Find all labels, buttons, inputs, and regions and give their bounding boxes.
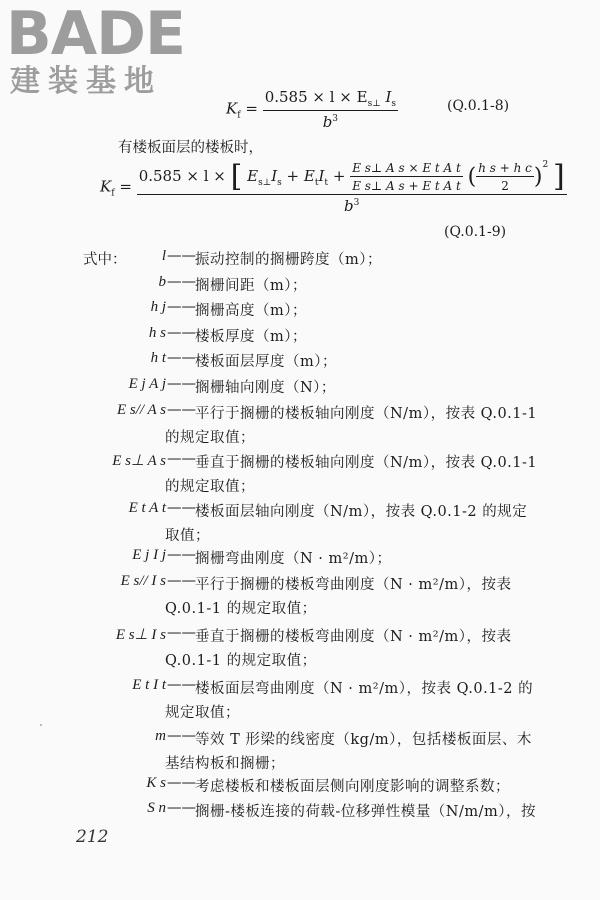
definition-symbol: h j [150,299,166,315]
definition-text-continued: 规定取值； [165,705,240,721]
definition-text-continued: Q.0.1-1 的规定取值； [165,601,317,617]
logo-main-text: BADE [6,0,185,69]
definition-text-continued: 基结构板和搁栅； [165,756,285,772]
eq2-lhs: K [100,177,112,196]
definition-symbol: E s⊥ I s [115,627,166,643]
definition-text: 垂直于搁栅的楼板轴向刚度（N/m），按表 Q.0.1-1 [195,455,538,471]
definition-symbol: E t I t [132,677,166,693]
eq2-inner-num: E s⊥ A s × E t A t [352,161,461,175]
definition-dash: —— [167,547,196,563]
logo [6,0,196,104]
definition-text: 垂直于搁栅的楼板弯曲刚度（N · m²/m），按表 [195,629,512,645]
eq1-numerator-sub: s⊥ [367,99,381,109]
definition-text: 平行于搁栅的楼板轴向刚度（N/m），按表 Q.0.1-1 [195,406,538,422]
eq2-power: 2 [542,160,549,170]
definition-symbol: S n [147,800,166,816]
equation-number-q-0-1-8: (Q.0.1-8) [447,98,510,114]
definition-text: 考虑楼板和楼板面层侧向刚度影响的调整系数； [195,779,510,795]
eq2-close-paren: ) [533,164,543,190]
definition-symbol: E t A t [128,500,166,516]
eq2-equals: = [119,177,137,196]
eq1-numerator-tail: I [385,88,392,106]
definition-text: 搁栅间距（m）； [195,278,307,294]
definition-dash: —— [167,248,196,264]
eq2-paren-fraction [476,161,534,193]
definition-symbol: h t [150,350,166,366]
definition-dash: —— [167,350,196,366]
logo-sub-text: 建装基地 [10,64,162,99]
definition-symbol: E s⊥ A s [112,453,166,469]
eq1-numerator-text: 0.585 × l × E [264,88,368,106]
eq2-inner-den: E s⊥ A s + E t A t [350,176,463,193]
where-label: 式中： [83,252,127,268]
definition-text-continued: 取值； [165,528,210,544]
definition-dash: —— [167,625,196,641]
definition-dash: —— [167,376,196,392]
definition-text-continued: 的规定取值； [165,479,255,495]
eq2-term1: E [247,167,259,185]
eq2-lhs-sub: f [111,188,115,199]
eq2-denominator [137,194,567,215]
eq2-open-paren: ( [467,164,477,190]
definition-symbol: h s [148,325,166,341]
eq2-paren-num: h s + h c [478,161,532,175]
definition-dash: —— [167,299,196,315]
definition-symbol: b [158,274,166,290]
eq2-plus2: + [332,167,346,185]
definition-text: 搁栅高度（m）； [195,303,307,319]
eq2-paren-den: 2 [476,176,534,193]
eq2-fraction [137,160,567,215]
eq2-term2-b: I [318,167,325,185]
eq2-inner-fraction [350,161,463,193]
definition-text-continued: 的规定取值； [165,430,255,446]
eq2-term2-b-sub: t [324,178,329,188]
definition-text-continued: Q.0.1-1 的规定取值； [165,653,317,669]
definition-dash: —— [167,325,196,341]
eq1-lhs: K [226,99,238,118]
eq2-close-bracket: ] [553,159,565,194]
eq1-equals: = [245,99,263,118]
eq1-den-text: b [322,113,333,131]
definition-symbol: m [155,728,166,744]
definition-symbol: E j A j [128,376,166,392]
definition-symbol: E s// A s [116,402,166,418]
eq2-lead: 0.585 × l × [138,167,226,185]
eq1-denominator [263,110,398,131]
definition-symbol: K s [146,775,166,791]
definition-dash: —— [167,775,196,791]
definition-dash: —— [167,274,196,290]
definition-text: 楼板面层轴向刚度（N/m），按表 Q.0.1-2 的规定 [195,504,528,520]
eq1-numerator [263,88,398,110]
eq1-fraction [263,88,398,131]
eq2-den-sup: 3 [353,198,360,208]
eq2-den-text: b [344,197,354,215]
definition-text: 等效 T 形梁的线密度（kg/m），包括楼板面层、木 [195,732,532,748]
eq2-term2: E [303,167,315,185]
definition-text: 振动控制的搁栅跨度（m）； [195,252,382,268]
definition-dash: —— [167,402,196,418]
definition-dash: —— [167,573,196,589]
intro-text: 有楼板面层的楼板时， [118,140,263,156]
definition-text: 楼板面层弯曲刚度（N · m²/m），按表 Q.0.1-2 的 [195,681,534,697]
definition-dash: —— [167,677,196,693]
eq2-term1-sub: s⊥ [258,178,272,188]
definition-dash: —— [167,728,196,744]
equation-q-0-1-8 [226,88,398,131]
definition-text: 搁栅轴向刚度（N）； [195,380,336,396]
eq2-term1-b-sub: s [277,178,282,188]
definition-dash: —— [167,451,196,467]
eq2-term2-sub: t [314,178,319,188]
definition-text: 搁栅-楼板连接的荷载-位移弹性模量（N/m/m），按 [195,804,537,820]
eq1-numerator-tail-sub: s [391,99,397,109]
eq2-numerator [137,160,567,194]
definition-symbol: l [161,248,166,264]
scan-mark [40,724,42,726]
eq2-open-bracket: [ [230,159,243,194]
equation-q-0-1-9 [100,160,567,215]
definition-text: 搁栅弯曲刚度（N · m²/m）； [195,551,392,567]
eq1-den-sup: 3 [332,114,339,124]
definition-dash: —— [167,500,196,516]
definition-text: 平行于搁栅的楼板弯曲刚度（N · m²/m），按表 [195,577,512,593]
page-number: 212 [76,827,109,847]
definition-symbol: E s// I s [120,573,166,589]
eq2-term1-b: I [271,167,278,185]
definition-text: 楼板面层厚度（m）； [195,354,337,370]
definition-dash: —— [167,800,196,816]
eq2-plus1: + [286,167,300,185]
eq1-lhs-sub: f [237,110,241,121]
definition-text: 楼板厚度（m）； [195,329,307,345]
definition-symbol: E j I j [132,547,166,563]
equation-number-q-0-1-9: (Q.0.1-9) [444,224,507,240]
